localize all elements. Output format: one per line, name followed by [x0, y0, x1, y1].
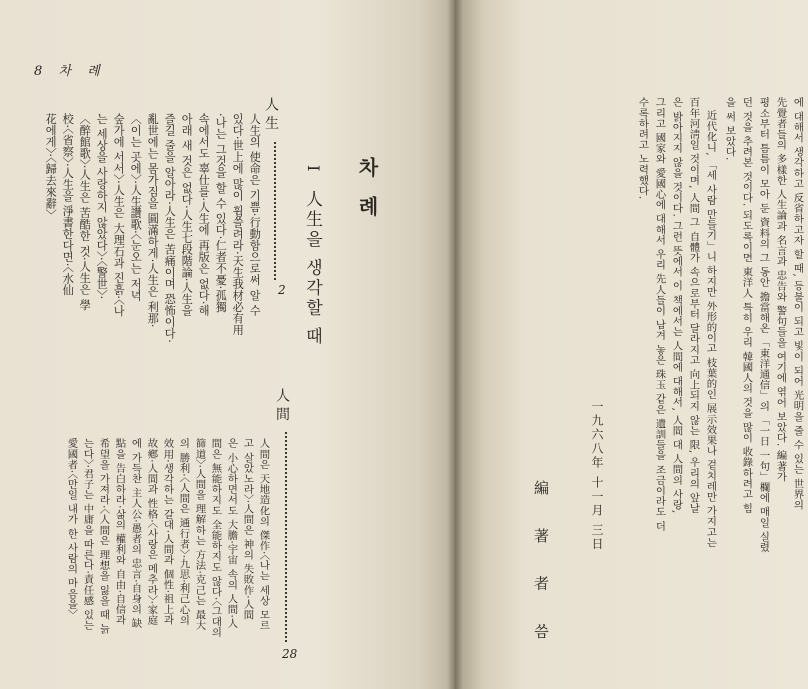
preface-line: 수록하려고 노력했다. [636, 97, 649, 200]
toc-line: 希望을 가져라·〈人間은 理想을 잃을 때 늙 [97, 438, 110, 635]
preface-line: 百年河淸일 것이며, 人間 그 自體가 속으로부터 달라지고 向上되지 않는 限, 우리의 앞날 [687, 97, 700, 514]
preface-signature: 編 著 者 씀 [532, 480, 550, 653]
preface-line: 평소부터 틈틈이 모아 둔 資料의 그 동안 擔當해온 「東洋通信」의 「一日 一句」欄에 매일 실렸 [757, 97, 770, 553]
preface-line: 을 써 보았다. [723, 97, 736, 161]
toc-line: 校·〈省察〉·人生을 淨書한다면·〈水仙 [61, 113, 75, 296]
toc-line: 속에서도 辜仕를·人生에 再版은 없다·해 [197, 113, 211, 317]
section-page-human: 28 [282, 647, 298, 661]
section-page-life: 2 [278, 283, 286, 297]
preface-line: 近代化니, 「세 사람 만들기」니 하지만 外形的이고 枝葉的인 展示效果나 겉치레만 가지고는 [704, 110, 717, 548]
toc-line: 은 小心하면서도 大膽·宇宙 속의 人間·人 [225, 438, 238, 629]
toc-line: 숲가에 서서〉·人生은 大理石과 진흙·〈나 [112, 113, 126, 317]
book-gutter [447, 0, 463, 689]
section-heading-human: 人 間 [274, 388, 290, 421]
right-page-preface [455, 0, 808, 689]
toc-line: 있다·世上에 많이 휩쓸려라·天生我材必有用 [231, 113, 245, 336]
toc-line: 故鄕·人間과 性格·〈사랑은 메추라〉·家庭 [145, 438, 158, 626]
toc-title: 차 례 [355, 157, 379, 222]
preface-line: 에 대해서 생각하고 反省하고자 할 때, 등불이 되고 빛이 되어 光明을 줄 수 있는 世界의 [791, 97, 804, 510]
toc-line: 人間은 天地造化의 傑作·〈나는 세상 모르 [257, 438, 270, 631]
toc-line: 間은 無能하지도 全能하지도 않다·〈그대의 [209, 438, 222, 638]
toc-line: 에 가득찬 主人公·愚者의 忠言·自身의 缺 [129, 438, 142, 629]
leader-dots-human [285, 432, 287, 642]
toc-line: 人生의 使命은 기쁨·行動함으로써 알 수 [248, 113, 262, 317]
toc-line: ·나는 그것을 할 수 있다·仁者不憂·孤獨 [214, 113, 228, 313]
running-head: 8 차 례 [34, 64, 106, 79]
toc-line: 의 勝利·〈人間은 通行者〉·九思·利己心의 [177, 438, 190, 626]
toc-line: 〈이는 곳에〉·人生讚歌·〈눈오는 저녁 [129, 113, 143, 302]
preface-line: 그리고 國家와 愛國心에 대해서 우리 先人들이 남겨 놓은 珠玉 같은 遺訓들을 조금이라도 더 [653, 97, 666, 532]
part-title: 人生을 생각할 때 [302, 190, 322, 347]
toc-line: 點을 告白하라·삶의 權利와 自由·自信과 [113, 438, 126, 626]
preface-line: 던 것을 추려본 것이다. 되도록이면 東洋人 특히 우리 韓國人의 것을 많이 收錄하려고 힘 [740, 97, 753, 514]
leader-dots-life [274, 142, 276, 280]
section-heading-life: 人 生 [263, 97, 279, 130]
toc-line: 아래 새 것은 없다·人生七段階論·人生을 [180, 113, 194, 317]
toc-line: 效用·생각하는 갈대·人間과 個性·祖上과 [161, 438, 174, 626]
toc-line: 는다〉·君子는 中庸을 따른다·責任感 있는 [81, 438, 94, 631]
preface-line: 先覺者들의 多樣한 人生論과 名言과 忠告와 警句들을 여기에 엮어 보았다. 編著가 [774, 97, 787, 482]
toc-line: 亂世에는 몸가짐을 圓滿하게·人生은 利那· [146, 113, 160, 328]
toc-line: 花에게〉·〈歸去來辭〉 [44, 113, 58, 221]
toc-line: 〈醉館歌〉·人生은 苦酷한 것·人生은 學 [78, 113, 92, 311]
preface-date: 一九六八年 十一月 三日 [590, 400, 604, 552]
toc-line: 는 세상을 사랑하지 않았다〉·〈警世〉· [95, 113, 109, 300]
toc-line: 즐길 줄을 알아라·人生은 苦痛이며 恐怖이다· [163, 113, 177, 344]
part-number: I [304, 165, 323, 172]
preface-line: 은 밝아지지 않을 것이다. 그런 뜻에서 이 책에서는 人間에 대해서, 人間 대 人間의 사랑, [670, 97, 683, 514]
toc-line: 愛國者·〈만일 내가 한 사람의 마음을〉 [65, 438, 78, 620]
toc-line: 篩道〉·人間을 理解하는 方法·克己는 最大 [193, 438, 206, 631]
toc-line: 고 살았노라〉·人間은 神의 失敗作·人間 [241, 438, 254, 620]
